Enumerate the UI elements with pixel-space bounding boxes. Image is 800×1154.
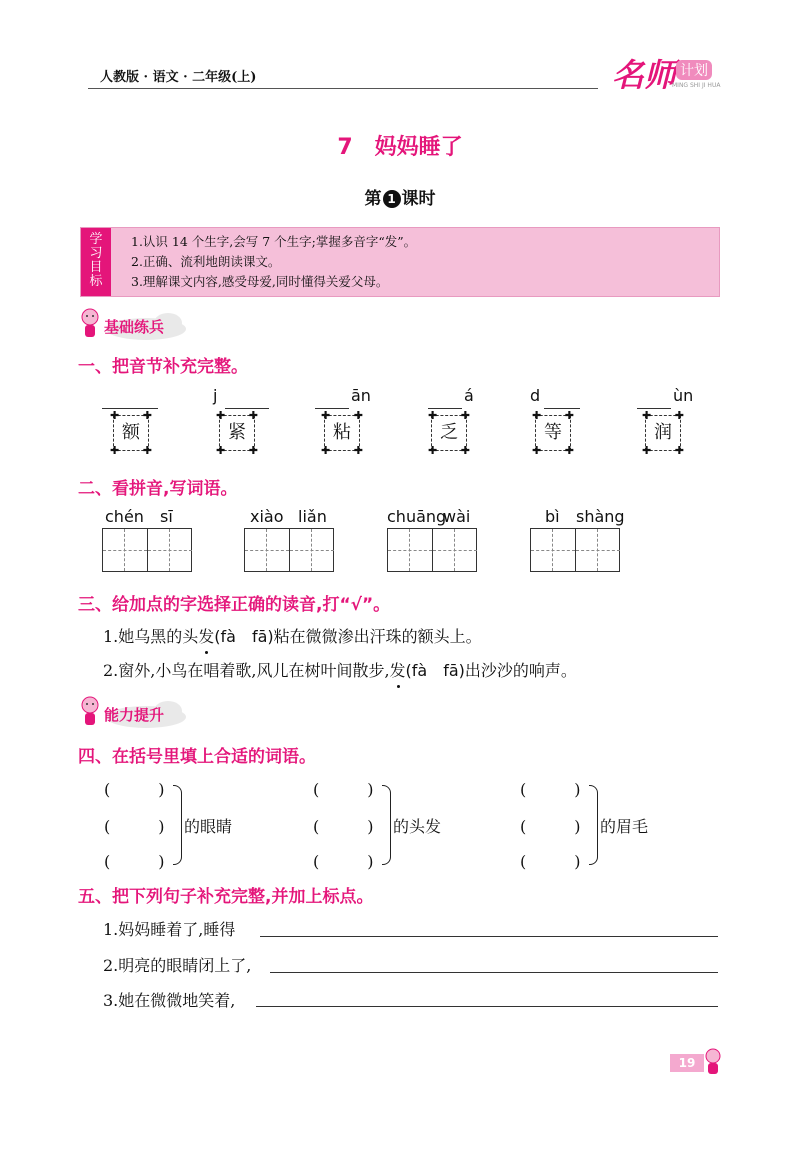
section2-title: 二、看拼音,写词语。 — [78, 479, 238, 499]
s2-post: 出沙沙的响声。 — [464, 661, 577, 680]
lesson-title: 7 妈妈睡了 — [337, 135, 463, 160]
reading-options-2[interactable]: (fà fā) — [405, 661, 465, 680]
basic-practice-badge — [76, 307, 186, 343]
word-pinyin-1b: sī — [160, 507, 173, 526]
subtitle-post: 课时 — [401, 189, 436, 209]
section3-title: 三、给加点的字选择正确的读音,打“√”。 — [78, 595, 391, 615]
basic-badge-label: 基础练兵 — [104, 318, 165, 336]
brace — [382, 785, 391, 865]
char-box-3: ✚ ✚ ✚ ✚ 粘 — [321, 409, 363, 457]
pinyin-blank-6[interactable] — [637, 386, 697, 410]
s1-post: 粘在微微渗出汗珠的额头上。 — [273, 627, 482, 646]
goals-list — [131, 232, 416, 292]
group-noun-2: 的头发 — [393, 817, 442, 836]
header-rule — [88, 88, 598, 89]
answer-line-1[interactable] — [260, 936, 718, 937]
book-series-label: 人教版 · 语文 · 二年级(上) — [100, 70, 257, 85]
writing-grid-3[interactable] — [387, 528, 477, 572]
fill-paren[interactable]: ( ) — [104, 852, 165, 871]
pinyin-initial: d — [530, 386, 541, 405]
writing-grid-2[interactable] — [244, 528, 334, 572]
word-pinyin-1a: chén — [105, 507, 144, 526]
girl-icon — [78, 308, 102, 342]
target-char: 紧 — [228, 422, 246, 443]
group-noun-3: 的眉毛 — [600, 817, 649, 836]
brand-logo — [612, 50, 732, 100]
word-pinyin-3b: wài — [443, 507, 471, 526]
subtitle-number: 1 — [383, 190, 401, 208]
sentence-prompt-2: 2.明亮的眼睛闭上了, — [103, 956, 252, 975]
girl-icon — [78, 696, 102, 730]
pinyin-blank-5[interactable] — [530, 386, 590, 410]
fill-paren[interactable]: ( ) — [104, 817, 165, 836]
char-box-2: ✚ ✚ ✚ ✚ 紧 — [216, 409, 258, 457]
question-sentence-1 — [103, 624, 482, 647]
subtitle-pre: 第 — [364, 189, 382, 209]
pinyin-blank-4[interactable] — [428, 386, 488, 410]
pinyin-blank-1[interactable] — [102, 386, 162, 410]
char-box-1: ✚ ✚ ✚ ✚ 额 — [110, 409, 152, 457]
goal-item: 1.认识 14 个生字,会写 7 个生字;掌握多音字“发”。 — [131, 234, 417, 249]
word-pinyin-2a: xiào — [250, 507, 284, 526]
word-pinyin-2b: liǎn — [298, 507, 327, 526]
logo-pinyin: MING SHI JI HUA — [672, 82, 721, 89]
target-char: 等 — [544, 422, 562, 443]
char-box-5: ✚ ✚ ✚ ✚ 等 — [532, 409, 574, 457]
fill-paren[interactable]: ( ) — [313, 852, 374, 871]
goals-tag-label: 学习目标 — [89, 232, 103, 289]
pinyin-final: ān — [351, 386, 371, 405]
word-pinyin-4a: bì — [545, 507, 560, 526]
goal-item: 2.正确、流利地朗读课文。 — [131, 254, 281, 269]
ability-badge-label: 能力提升 — [104, 706, 165, 724]
pinyin-blank-3[interactable] — [315, 386, 375, 410]
fill-paren[interactable]: ( ) — [313, 817, 374, 836]
pinyin-initial: j — [213, 386, 218, 405]
sentence-prompt-1: 1.妈妈睡着了,睡得 — [103, 920, 236, 939]
target-char: 额 — [122, 422, 140, 443]
girl-icon — [702, 1048, 724, 1078]
writing-grid-4[interactable] — [530, 528, 620, 572]
pinyin-blank-2[interactable] — [213, 386, 273, 410]
reading-options-1[interactable]: (fà fā) — [214, 627, 274, 646]
target-char: 润 — [654, 422, 672, 443]
logo-text: 名师 — [612, 56, 677, 94]
answer-line-2[interactable] — [270, 972, 718, 973]
fill-paren[interactable]: ( ) — [520, 780, 581, 799]
pinyin-final: ùn — [673, 386, 694, 405]
writing-grid-1[interactable] — [102, 528, 192, 572]
pinyin-final: á — [464, 386, 474, 405]
lesson-subtitle — [0, 184, 800, 209]
target-char: 粘 — [333, 422, 351, 443]
logo-sub: 计划 — [676, 60, 712, 80]
dotted-char: 发 — [390, 658, 406, 681]
goal-item: 3.理解课文内容,感受母爱,同时懂得关爱父母。 — [131, 274, 389, 289]
section1-title: 一、把音节补充完整。 — [78, 357, 248, 377]
section5-title: 五、把下列句子补充完整,并加上标点。 — [78, 887, 374, 907]
sentence-prompt-3: 3.她在微微地笑着, — [103, 991, 236, 1010]
group-noun-1: 的眼睛 — [184, 817, 233, 836]
s2-pre: 2.窗外,小鸟在唱着歌,风儿在树叶间散步, — [103, 661, 390, 680]
answer-line-3[interactable] — [256, 1006, 718, 1007]
target-char: 乏 — [440, 422, 458, 443]
goals-tag — [81, 228, 111, 296]
char-box-4: ✚ ✚ ✚ ✚ 乏 — [428, 409, 470, 457]
section4-title: 四、在括号里填上合适的词语。 — [78, 747, 316, 767]
learning-goals-box — [80, 227, 720, 297]
fill-paren[interactable]: ( ) — [520, 852, 581, 871]
ability-badge — [76, 695, 186, 731]
fill-paren[interactable]: ( ) — [313, 780, 374, 799]
question-sentence-2 — [103, 658, 577, 681]
page-number: 19 — [670, 1054, 704, 1072]
brace — [589, 785, 598, 865]
dotted-char: 发 — [198, 624, 214, 647]
s1-pre: 1.她乌黑的头 — [103, 627, 199, 646]
word-pinyin-4b: shàng — [576, 507, 625, 526]
char-box-6: ✚ ✚ ✚ ✚ 润 — [642, 409, 684, 457]
brace — [173, 785, 182, 865]
fill-paren[interactable]: ( ) — [104, 780, 165, 799]
fill-paren[interactable]: ( ) — [520, 817, 581, 836]
word-pinyin-3a: chuāng — [387, 507, 447, 526]
